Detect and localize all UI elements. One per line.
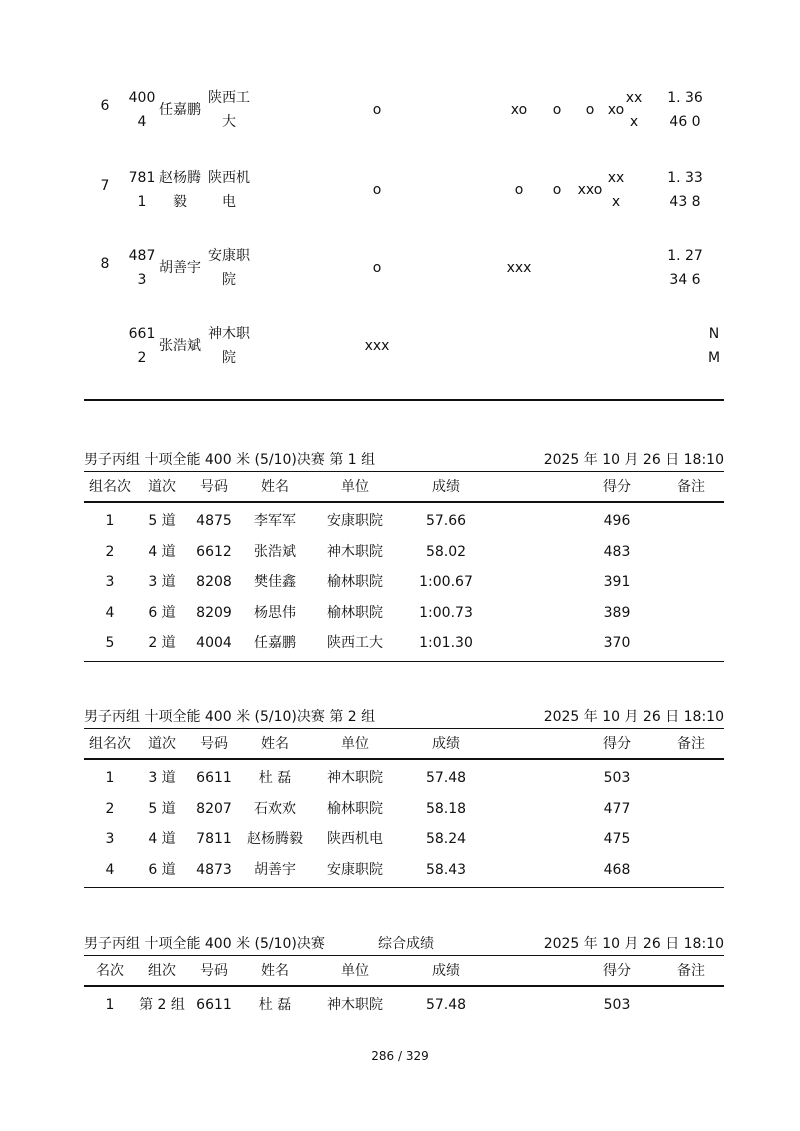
table-cell: 1:00.67 [419,574,473,590]
hj-attempt-line: o [372,182,382,198]
table-cell: 6611 [196,770,232,786]
table-cell: 3 道 [148,770,176,786]
table-cell: 4873 [196,861,232,878]
table-cell: 神木职院 [327,543,383,560]
table-cell: 5 道 [148,513,176,529]
hj-mark-line: 34 6 [669,272,701,288]
column-header: 备注 [677,963,705,979]
hj-attempt [511,98,527,122]
column-header: 备注 [677,736,705,752]
table-cell: 57.48 [425,997,467,1013]
hj-attempt-line: o [552,102,562,118]
table-cell: 1 [105,513,115,529]
table-cell: 475 [603,831,631,847]
table-cell: 李军军 [254,513,296,529]
table-cell: 6 道 [148,861,176,878]
column-header: 姓名 [261,736,289,752]
hj-attempt-line: xxx [506,260,532,276]
hj-unit-line: 院 [222,350,236,366]
hj-attempt [553,98,562,122]
hj-attempt [586,98,595,122]
column-header: 组名次 [89,736,131,752]
column-header: 名次 [96,963,124,979]
column-header: 单位 [341,479,369,495]
table-cell: 3 道 [148,574,176,590]
column-header: 成绩 [432,736,460,752]
table-cell: 8209 [196,604,232,621]
hj-unit [208,86,250,134]
section-datetime: 2025 年 10 月 26 日 18:10 [543,936,724,952]
table-cell: 496 [603,513,631,529]
table-cell: 1 [105,997,115,1013]
page-number: 286 / 329 [371,1049,429,1063]
table-cell: 陕西工大 [327,635,383,651]
table-cell: 神木职院 [327,770,383,786]
table-cell: 杨思伟 [254,604,296,621]
hj-unit-line: 院 [222,272,236,288]
table-cell: 5 [105,635,115,651]
hj-bib-line: 2 [137,350,147,366]
hj-unit [208,244,250,292]
section-title: 男子丙组 十项全能 400 米 (5/10)决赛 第 1 组 [84,452,376,468]
hj-mark-line: 1. 36 [667,90,703,106]
hj-mark [667,244,703,292]
hj-name-line: 毅 [173,194,187,210]
hj-unit [208,166,250,214]
hj-mark-line: 46 0 [669,114,701,130]
table-cell: 安康职院 [327,513,383,529]
table-cell: 1:01.30 [419,635,473,651]
table-cell: 3 [105,831,115,847]
column-header: 备注 [677,479,705,495]
table-cell: 389 [603,604,631,621]
table-cell: 6611 [196,997,232,1013]
hj-unit-line: 安康职 [208,248,250,264]
hj-attempt-line: xxx [364,338,390,354]
hj-mark [667,166,703,214]
hj-bib-line: 400 [128,90,156,106]
table-cell: 安康职院 [327,861,383,878]
hj-mark-line: 43 8 [669,194,701,210]
table-cell: 1 [105,770,115,786]
hj-mark [667,86,703,134]
column-header: 成绩 [432,963,460,979]
column-header: 姓名 [261,479,289,495]
table-cell: 4875 [196,513,232,529]
hj-attempt [365,334,390,358]
hj-attempt-line: xo [510,102,528,118]
hj-bib [129,244,156,292]
section-subtitle: 综合成绩 [378,936,434,952]
hj-attempt [626,86,643,134]
hj-unit-line: 陕西工 [208,90,250,106]
hj-mark-line: 1. 27 [667,248,703,264]
hj-name [159,98,201,122]
table-cell: 6612 [196,543,232,560]
table-cell: 胡善宇 [254,861,296,878]
hj-bib [129,86,156,134]
hj-attempt-line: xx [625,90,643,106]
hj-bib-line: 4 [137,114,147,130]
table-cell: 2 [105,800,115,817]
table-rule [84,471,724,472]
hj-attempt-line: o [372,260,382,276]
table-cell: 8207 [196,800,232,817]
table-cell: 483 [603,543,631,560]
table-cell: 4 道 [148,543,176,560]
hj-attempt-line: xx [607,170,625,186]
hj-attempt-line: xxo [577,182,603,198]
hj-attempt [578,178,603,202]
column-header: 得分 [603,479,631,495]
hj-attempt [515,178,524,202]
table-rule [84,887,724,888]
hj-bib-line: 781 [128,170,156,186]
hj-rank: 6 [100,98,110,114]
table-cell: 榆林职院 [327,574,383,590]
table-cell: 57.48 [425,770,467,786]
table-cell: 503 [603,770,631,786]
hj-mark-line: M [707,350,721,366]
hj-name-line: 胡善宇 [159,260,201,276]
hj-name-line: 赵杨腾 [159,170,201,186]
table-cell: 4004 [196,635,232,651]
table-cell: 58.24 [425,831,467,847]
hj-attempt-line: xo [607,102,625,118]
table-cell: 8208 [196,574,232,590]
table-cell: 58.02 [425,543,467,560]
table-rule [84,661,724,662]
column-header: 道次 [148,736,176,752]
table-rule [84,728,724,729]
hj-attempt-line: x [629,114,639,130]
section-title: 男子丙组 十项全能 400 米 (5/10)决赛 [84,936,325,952]
column-header: 得分 [603,736,631,752]
table-cell: 樊佳鑫 [254,574,296,590]
column-header: 姓名 [261,963,289,979]
table-cell: 4 [105,604,115,621]
hj-attempt [373,98,382,122]
section-title: 男子丙组 十项全能 400 米 (5/10)决赛 第 2 组 [84,709,376,725]
hj-attempt [553,178,562,202]
table-cell: 1:00.73 [419,604,473,621]
column-header: 号码 [200,963,228,979]
table-cell: 4 [105,861,115,878]
hj-unit-line: 电 [222,194,236,210]
column-header: 得分 [603,963,631,979]
hj-name-line: 张浩斌 [159,338,201,354]
table-cell: 第 2 组 [139,997,185,1013]
table-cell: 任嘉鹏 [254,635,296,651]
table-cell: 503 [603,997,631,1013]
column-header: 组次 [148,963,176,979]
hj-unit-line: 大 [222,114,236,130]
table-rule [84,955,724,956]
table-cell: 477 [603,800,631,817]
table-cell: 赵杨腾毅 [247,831,303,847]
table-cell: 杜 磊 [258,997,292,1013]
hj-attempt-line: o [585,102,595,118]
hj-unit-line: 神木职 [208,326,250,342]
table-cell: 3 [105,574,115,590]
table-rule [84,501,724,503]
table-cell: 7811 [196,831,232,847]
hj-bib [129,322,156,370]
table-cell: 58.18 [425,800,467,817]
hj-name-line: 任嘉鹏 [159,102,201,118]
hj-name [159,256,201,280]
table-cell: 石欢欢 [254,800,296,817]
hj-attempt-line: o [552,182,562,198]
hj-attempt [608,98,624,122]
table-cell: 张浩斌 [254,543,296,560]
table-rule [84,399,724,401]
table-cell: 4 道 [148,831,176,847]
hj-attempt-line: x [611,194,621,210]
hj-name [159,166,201,214]
table-cell: 2 [105,543,115,560]
hj-attempt [507,256,532,280]
column-header: 成绩 [432,479,460,495]
hj-attempt [373,256,382,280]
column-header: 道次 [148,479,176,495]
table-cell: 杜 磊 [258,770,292,786]
table-cell: 2 道 [148,635,176,651]
column-header: 单位 [341,736,369,752]
hj-bib-line: 487 [128,248,156,264]
hj-rank: 8 [100,256,110,272]
hj-attempt [608,166,625,214]
hj-mark [708,322,720,370]
hj-bib [129,166,156,214]
hj-attempt-line: o [372,102,382,118]
hj-attempt [373,178,382,202]
table-cell: 5 道 [148,800,176,817]
table-cell: 陕西机电 [327,831,383,847]
table-cell: 榆林职院 [327,604,383,621]
hj-mark-line: N [708,326,720,342]
section-datetime: 2025 年 10 月 26 日 18:10 [543,452,724,468]
section-datetime: 2025 年 10 月 26 日 18:10 [543,709,724,725]
table-cell: 榆林职院 [327,800,383,817]
hj-unit-line: 陕西机 [208,170,250,186]
hj-bib-line: 1 [137,194,147,210]
hj-attempt-line: o [514,182,524,198]
column-header: 单位 [341,963,369,979]
table-cell: 58.43 [425,861,467,878]
table-rule [84,985,724,987]
table-cell: 57.66 [425,513,467,529]
hj-mark-line: 1. 33 [667,170,703,186]
column-header: 组名次 [89,479,131,495]
hj-bib-line: 3 [137,272,147,288]
table-cell: 神木职院 [327,997,383,1013]
table-cell: 6 道 [148,604,176,621]
hj-name [159,334,201,358]
table-rule [84,758,724,760]
hj-rank: 7 [100,178,110,194]
hj-unit [208,322,250,370]
table-cell: 468 [603,861,631,878]
column-header: 号码 [200,736,228,752]
column-header: 号码 [200,479,228,495]
table-cell: 391 [603,574,631,590]
hj-bib-line: 661 [128,326,156,342]
table-cell: 370 [603,635,631,651]
